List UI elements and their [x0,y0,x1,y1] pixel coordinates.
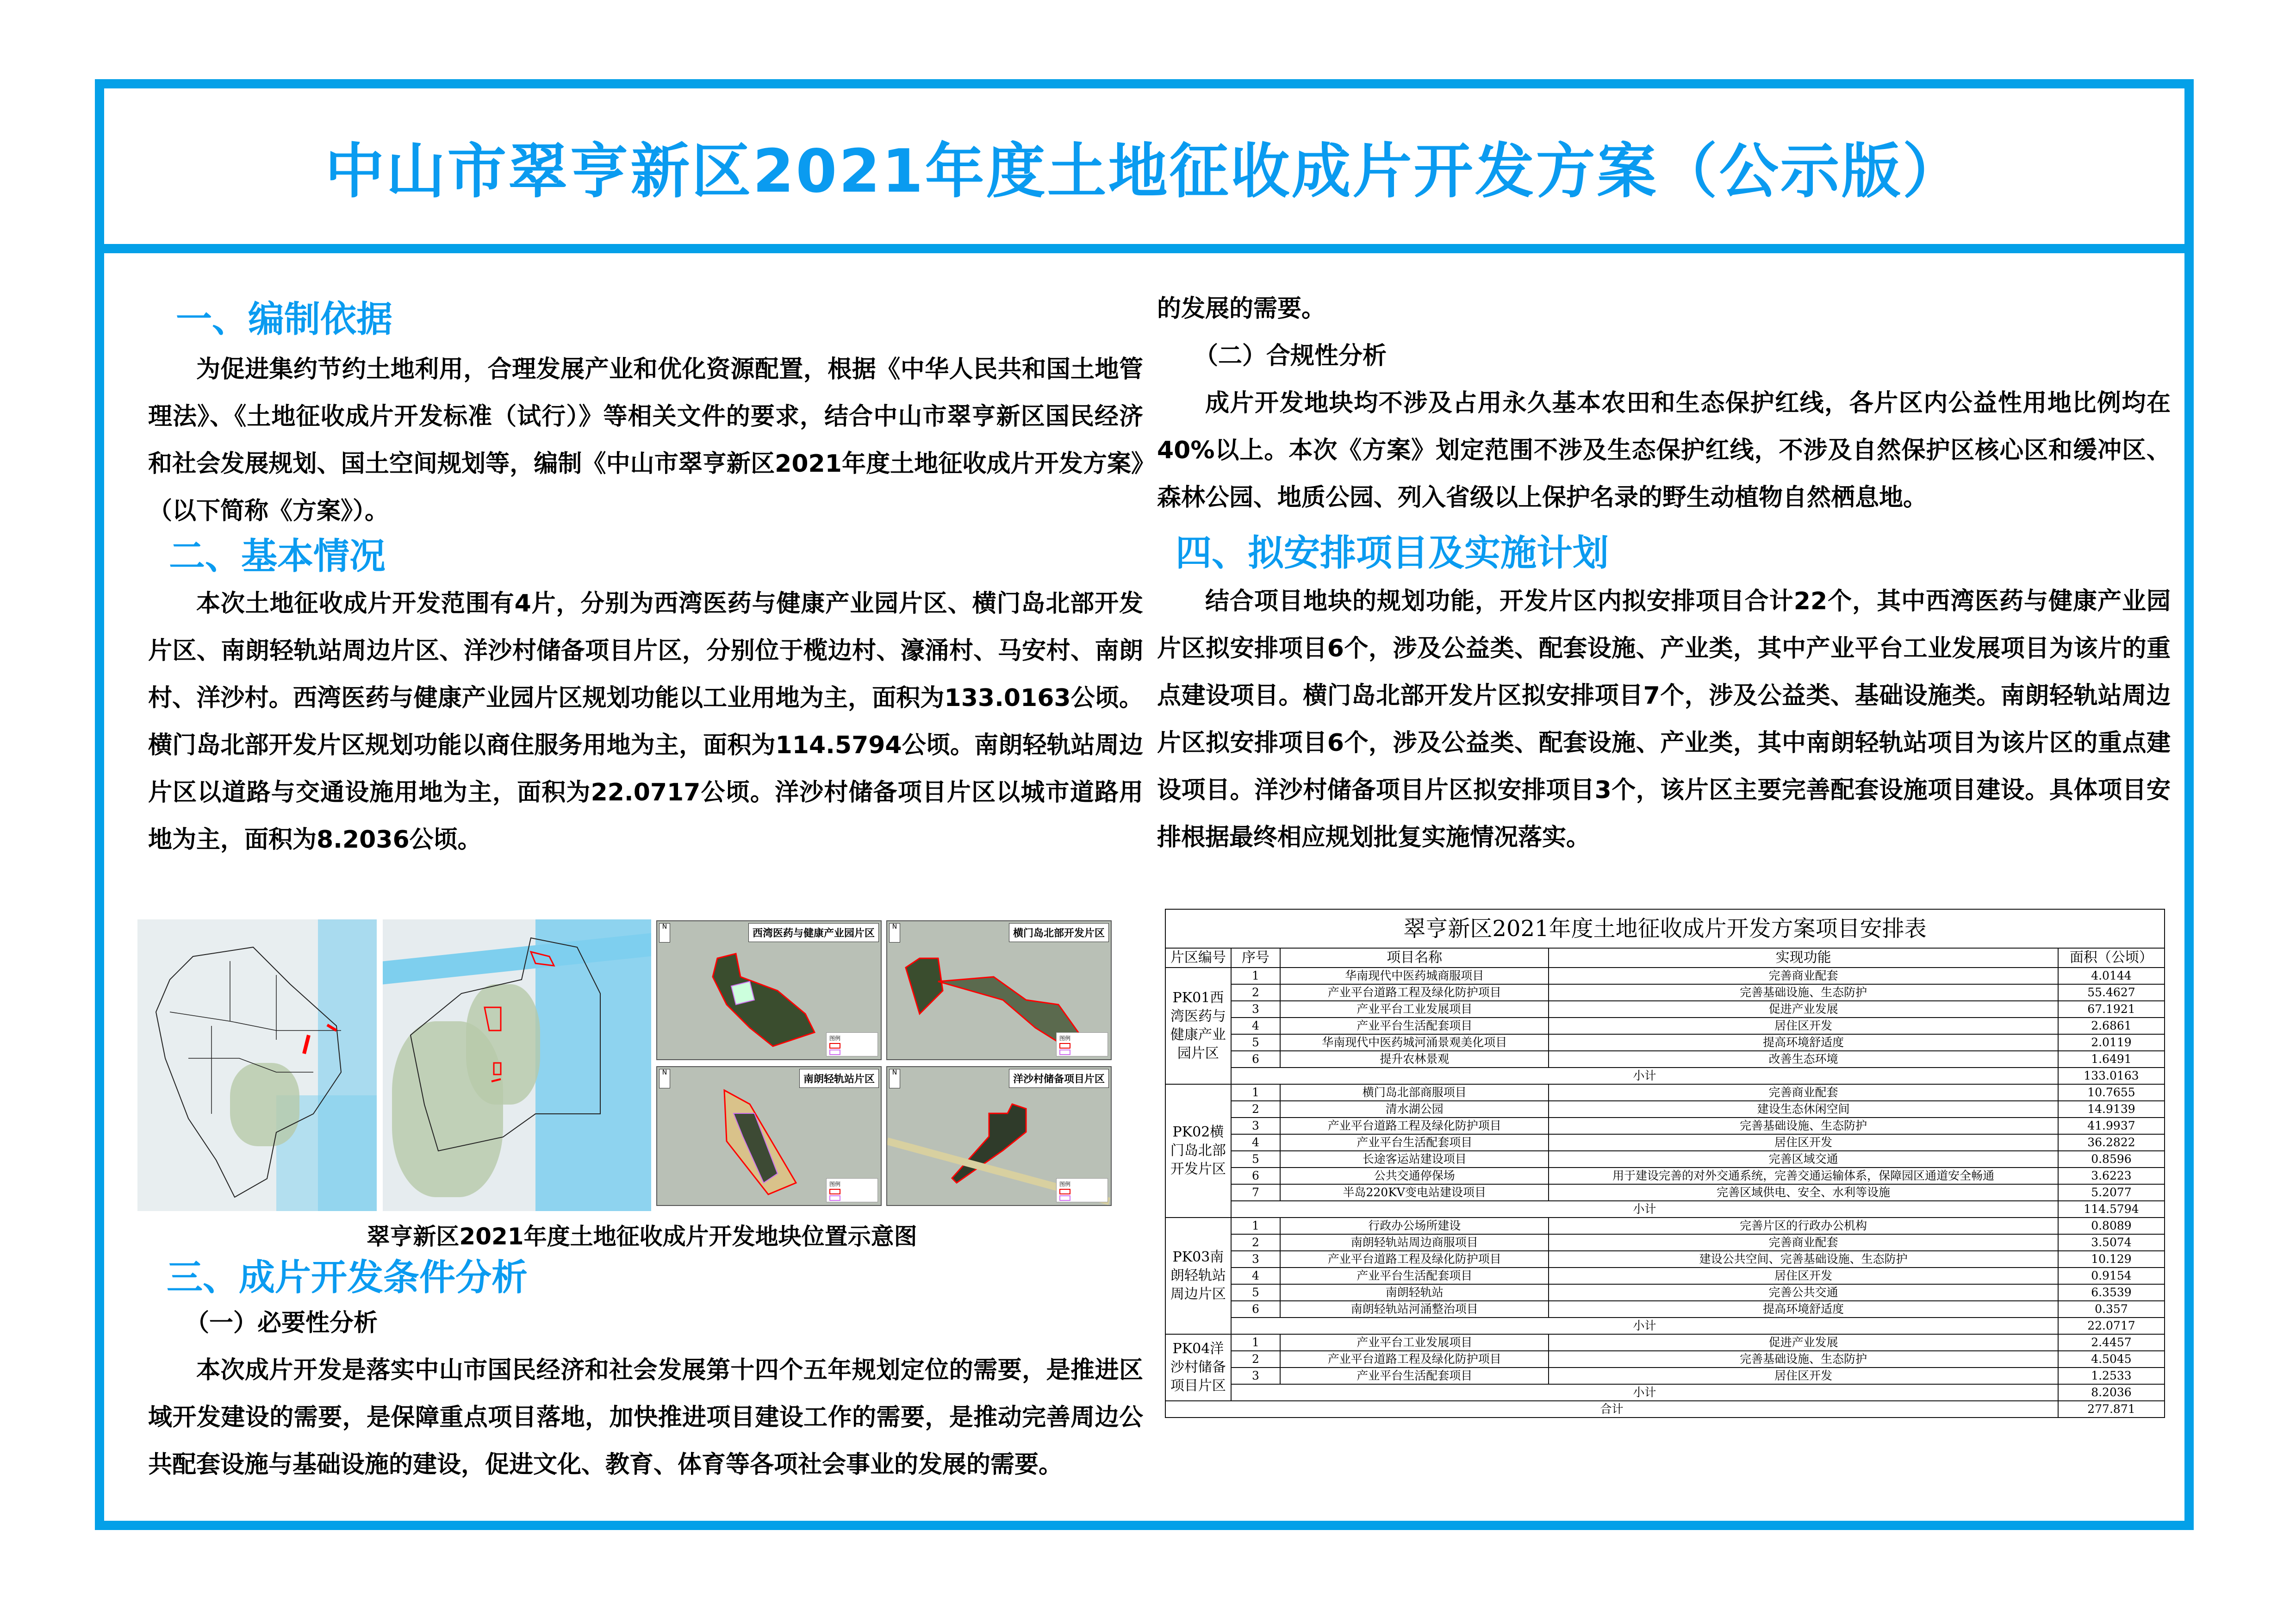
cell-no: 3 [1231,1251,1280,1268]
subtotal-value: 114.5794 [2058,1201,2165,1218]
cell-name: 产业平台工业发展项目 [1280,1334,1549,1351]
cell-no: 2 [1231,984,1280,1001]
cell-area: 2.4457 [2058,1334,2165,1351]
north-arrow-icon: N [889,923,900,943]
table-row [1165,1134,2165,1151]
cell-no: 5 [1231,1284,1280,1301]
cell-name: 半岛220KV变电站建设项目 [1280,1184,1549,1201]
cell-name: 长途客运站建设项目 [1280,1151,1549,1168]
cell-function: 改善生态环境 [1549,1051,2058,1068]
cell-area: 3.6223 [2058,1168,2165,1184]
map-legend: 图例 [1056,1178,1108,1202]
table-row [1165,1184,2165,1201]
table-row [1165,1084,2165,1101]
map-legend: 图例 [826,1178,878,1202]
right-column [1157,295,2171,861]
cell-function: 提高环境舒适度 [1549,1301,2058,1318]
table-row [1165,1368,2165,1384]
cell-area: 2.6861 [2058,1018,2165,1034]
table-row [1165,1301,2165,1318]
cell-name: 产业平台工业发展项目 [1280,1001,1549,1018]
map-panel-hengmen [886,920,1112,1060]
cell-function: 完善基础设施、生态防护 [1549,1351,2058,1368]
cell-area: 67.1921 [2058,1001,2165,1018]
subtotal-label: 小计 [1231,1318,2058,1334]
section-3-body2: 成片开发地块均不涉及占用永久基本农田和生态保护红线，各片区内公益性用地比例均在40%以上。本次《方案》划定范围不涉及生态保护红线，不涉及自然保护区核心区和缓冲区、森林公园、地质公园、列入省级以上保护名录的野生动植物自然栖息地。 [1157,389,2171,512]
cell-name: 产业平台生活配套项目 [1280,1018,1549,1034]
cell-function: 完善片区的行政办公机构 [1549,1218,2058,1234]
cell-function: 提高环境舒适度 [1549,1034,2058,1051]
cell-area: 6.3539 [2058,1284,2165,1301]
table-row [1165,968,2165,984]
cell-no: 4 [1231,1134,1280,1151]
map-panel-title: 南朗轻轨站片区 [799,1069,879,1088]
cell-area: 36.2822 [2058,1134,2165,1151]
cell-name: 公共交通停保场 [1280,1168,1549,1184]
table-row [1165,1168,2165,1184]
north-arrow-icon: N [889,1069,900,1088]
overview-map-zhongshan [137,919,377,1211]
cell-no: 2 [1231,1101,1280,1118]
table-row [1165,1218,2165,1234]
cell-no: 1 [1231,1218,1280,1234]
cell-no: 6 [1231,1301,1280,1318]
table-row [1165,1334,2165,1351]
cell-area: 4.0144 [2058,968,2165,984]
section-3 [148,1257,1143,1488]
table-row [1165,1251,2165,1268]
cell-name: 南朗轻轨站河涌整治项目 [1280,1301,1549,1318]
subtotal-label: 小计 [1231,1384,2058,1401]
cell-function: 完善基础设施、生态防护 [1549,1118,2058,1134]
cell-name: 产业平台生活配套项目 [1280,1268,1549,1284]
cell-name: 产业平台道路工程及绿化防护项目 [1280,984,1549,1001]
table-row [1165,984,2165,1001]
section-3-sub2: （二）合规性分析 [1194,342,1387,370]
cell-area: 0.8089 [2058,1218,2165,1234]
cell-name: 清水湖公园 [1280,1101,1549,1118]
cell-area: 5.2077 [2058,1184,2165,1201]
table-row [1165,1151,2165,1168]
cell-name: 产业平台生活配套项目 [1280,1368,1549,1384]
cell-no: 1 [1231,1084,1280,1101]
cell-function: 居住区开发 [1549,1268,2058,1284]
cell-area: 4.5045 [2058,1351,2165,1368]
table-row [1165,1234,2165,1251]
table-row [1165,1351,2165,1368]
north-arrow-icon: N [659,1069,670,1088]
map-caption: 翠亨新区2021年度土地征收成片开发地块位置示意图 [367,1223,917,1250]
section-3-heading: 三、成片开发条件分析 [167,1257,528,1299]
village-boundaries [383,919,651,1211]
cell-no: 1 [1231,968,1280,984]
map-panel-title: 洋沙村储备项目片区 [1009,1069,1109,1088]
section-4-body: 结合项目地块的规划功能，开发片区内拟安排项目合计22个，其中西湾医药与健康产业园片区拟安排项目6个，涉及公益类、配套设施、产业类，其中产业平台工业发展项目为该片的重点建设项目。横门岛北部开发片区拟安排项目7个，涉及公益类、基础设施类。南朗轻轨站周边片区拟安排项目6个，涉及公益类、配套设施、产业类，其中南朗轻轨站项目为该片区的重点建设项目。洋沙村储备项目片区拟安排项目3个，该片区主要完善配套设施项目建设。具体项目安排根据最终相应规划批复实施情况落实。 [1157,587,2171,851]
detail-map-cuiheng [383,919,651,1211]
subtotal-row [1165,1201,2165,1218]
subtotal-label: 小计 [1231,1201,2058,1218]
cell-function: 促进产业发展 [1549,1334,2058,1351]
cell-no: 4 [1231,1268,1280,1284]
cell-area: 55.4627 [2058,984,2165,1001]
total-label: 合计 [1165,1401,2058,1418]
map-legend: 图例 [1056,1032,1108,1056]
cell-name: 产业平台道路工程及绿化防护项目 [1280,1351,1549,1368]
page-title: 中山市翠亨新区2021年度土地征收成片开发方案（公示版） [325,137,1964,206]
section-4-heading: 四、拟安排项目及实施计划 [1176,532,1609,574]
cell-function: 居住区开发 [1549,1134,2058,1151]
location-maps [137,919,1146,1211]
cell-name: 南朗轻轨站 [1280,1284,1549,1301]
subtotal-label: 小计 [1231,1068,2058,1084]
cell-area: 10.7655 [2058,1084,2165,1101]
table-row [1165,1118,2165,1134]
cell-area: 0.9154 [2058,1268,2165,1284]
map-panel-title: 西湾医药与健康产业园片区 [748,923,879,942]
cell-no: 6 [1231,1168,1280,1184]
cell-name: 产业平台道路工程及绿化防护项目 [1280,1118,1549,1134]
town-boundaries [137,919,377,1211]
cell-area: 41.9937 [2058,1118,2165,1134]
cell-name: 横门岛北部商服项目 [1280,1084,1549,1101]
cell-function: 完善公共交通 [1549,1284,2058,1301]
map-panel-xiwan [656,920,882,1060]
cell-function: 建设公共空间、完善基础设施、生态防护 [1549,1251,2058,1268]
cell-name: 行政办公场所建设 [1280,1218,1549,1234]
cell-function: 促进产业发展 [1549,1001,2058,1018]
cell-area: 1.2533 [2058,1368,2165,1384]
subtotal-row [1165,1384,2165,1401]
cell-area: 1.6491 [2058,1051,2165,1068]
col-header-no: 序号 [1231,948,1280,968]
table-row [1165,1001,2165,1018]
subtotal-row [1165,1068,2165,1084]
total-row [1165,1401,2165,1418]
section-1-body: 为促进集约节约土地利用，合理发展产业和优化资源配置，根据《中华人民共和国土地管理法》、《土地征收成片开发标准（试行）》等相关文件的要求，结合中山市翠亨新区国民经济和社会发展规划、国土空间规划等，编制《中山市翠亨新区2021年度土地征收成片开发方案》（以下简称《方案》）。 [148,356,1143,525]
table-header-row [1165,948,2165,968]
cell-no: 6 [1231,1051,1280,1068]
zone-cell: PK03南朗轻轨站周边片区 [1165,1218,1231,1334]
cell-function: 完善区域供电、安全、水利等设施 [1549,1184,2058,1201]
cell-function: 居住区开发 [1549,1368,2058,1384]
cell-function: 建设生态休闲空间 [1549,1101,2058,1118]
cell-name: 南朗轻轨站周边商服项目 [1280,1234,1549,1251]
subtotal-value: 8.2036 [2058,1384,2165,1401]
subtotal-value: 133.0163 [2058,1068,2165,1084]
map-legend: 图例 [826,1032,878,1056]
map-panel-yangsha [886,1066,1112,1206]
cell-name: 产业平台道路工程及绿化防护项目 [1280,1251,1549,1268]
table-row [1165,1284,2165,1301]
table-row [1165,1051,2165,1068]
cell-no: 4 [1231,1018,1280,1034]
section-2-heading: 二、基本情况 [169,536,386,577]
cell-area: 0.8596 [2058,1151,2165,1168]
zone-cell: PK01西湾医药与健康产业园片区 [1165,968,1231,1084]
col-header-zone: 片区编号 [1165,948,1231,968]
cell-no: 3 [1231,1118,1280,1134]
cell-no: 7 [1231,1184,1280,1201]
table-row [1165,1268,2165,1284]
section-3-sub1: （一）必要性分析 [185,1309,378,1337]
cell-no: 3 [1231,1001,1280,1018]
cell-no: 3 [1231,1368,1280,1384]
cell-name: 提升农林景观 [1280,1051,1549,1068]
cell-function: 完善商业配套 [1549,968,2058,984]
map-panel-title: 横门岛北部开发片区 [1009,923,1109,942]
zone-cell: PK02横门岛北部开发片区 [1165,1084,1231,1218]
table-row [1165,1018,2165,1034]
cell-function: 完善基础设施、生态防护 [1549,984,2058,1001]
cell-function: 完善商业配套 [1549,1234,2058,1251]
project-table [1165,909,2165,1418]
cell-no: 2 [1231,1234,1280,1251]
table-row [1165,1101,2165,1118]
left-column [148,299,1143,863]
cell-function: 居住区开发 [1549,1018,2058,1034]
cell-name: 华南现代中医药城河涌景观美化项目 [1280,1034,1549,1051]
section-1-heading: 一、编制依据 [176,299,393,340]
section-3-body1-continued: 的发展的需要。 [1157,295,1326,323]
subtotal-row [1165,1318,2165,1334]
cell-area: 2.0119 [2058,1034,2165,1051]
zone-cell: PK04洋沙村储备项目片区 [1165,1334,1231,1401]
cell-name: 产业平台生活配套项目 [1280,1134,1549,1151]
cell-area: 10.129 [2058,1251,2165,1268]
col-header-function: 实现功能 [1549,948,2058,968]
subtotal-value: 22.0717 [2058,1318,2165,1334]
cell-area: 0.357 [2058,1301,2165,1318]
north-arrow-icon: N [659,923,670,943]
cell-no: 5 [1231,1034,1280,1051]
total-value: 277.871 [2058,1401,2165,1418]
cell-area: 14.9139 [2058,1101,2165,1118]
cell-function: 完善商业配套 [1549,1084,2058,1101]
cell-no: 2 [1231,1351,1280,1368]
section-3-body1: 本次成片开发是落实中山市国民经济和社会发展第十四个五年规划定位的需要，是推进区域开发建设的需要，是保障重点项目落地，加快推进项目建设工作的需要，是推动完善周边公共配套设施与基础设施的建设，促进文化、教育、体育等各项社会事业的发展的需要。 [148,1356,1143,1479]
map-panel-nanlang [656,1066,882,1206]
cell-no: 1 [1231,1334,1280,1351]
table-row [1165,1034,2165,1051]
cell-no: 5 [1231,1151,1280,1168]
poster-frame [95,79,2194,1530]
col-header-name: 项目名称 [1280,948,1549,968]
title-bar [104,88,2184,253]
cell-function: 完善区域交通 [1549,1151,2058,1168]
cell-name: 华南现代中医药城商服项目 [1280,968,1549,984]
cell-function: 用于建设完善的对外交通系统，完善交通运输体系，保障园区通道安全畅通 [1549,1168,2058,1184]
col-header-area: 面积（公顷） [2058,948,2165,968]
cell-area: 3.5074 [2058,1234,2165,1251]
section-2-body: 本次土地征收成片开发范围有4片，分别为西湾医药与健康产业园片区、横门岛北部开发片区、南朗轻轨站周边片区、洋沙村储备项目片区，分别位于榄边村、濠涌村、马安村、南朗村、洋沙村。西湾医药与健康产业园片区规划功能以工业用地为主，面积为133.0163公顷。横门岛北部开发片区规划功能以商住服务用地为主，面积为114.5794公顷。南朗轻轨站周边片区以道路与交通设施用地为主，面积为22.0717公顷。洋沙村储备项目片区以城市道路用地为主，面积为8.2036公顷。 [148,590,1143,854]
table-title: 翠亨新区2021年度土地征收成片开发方案项目安排表 [1165,909,2165,948]
